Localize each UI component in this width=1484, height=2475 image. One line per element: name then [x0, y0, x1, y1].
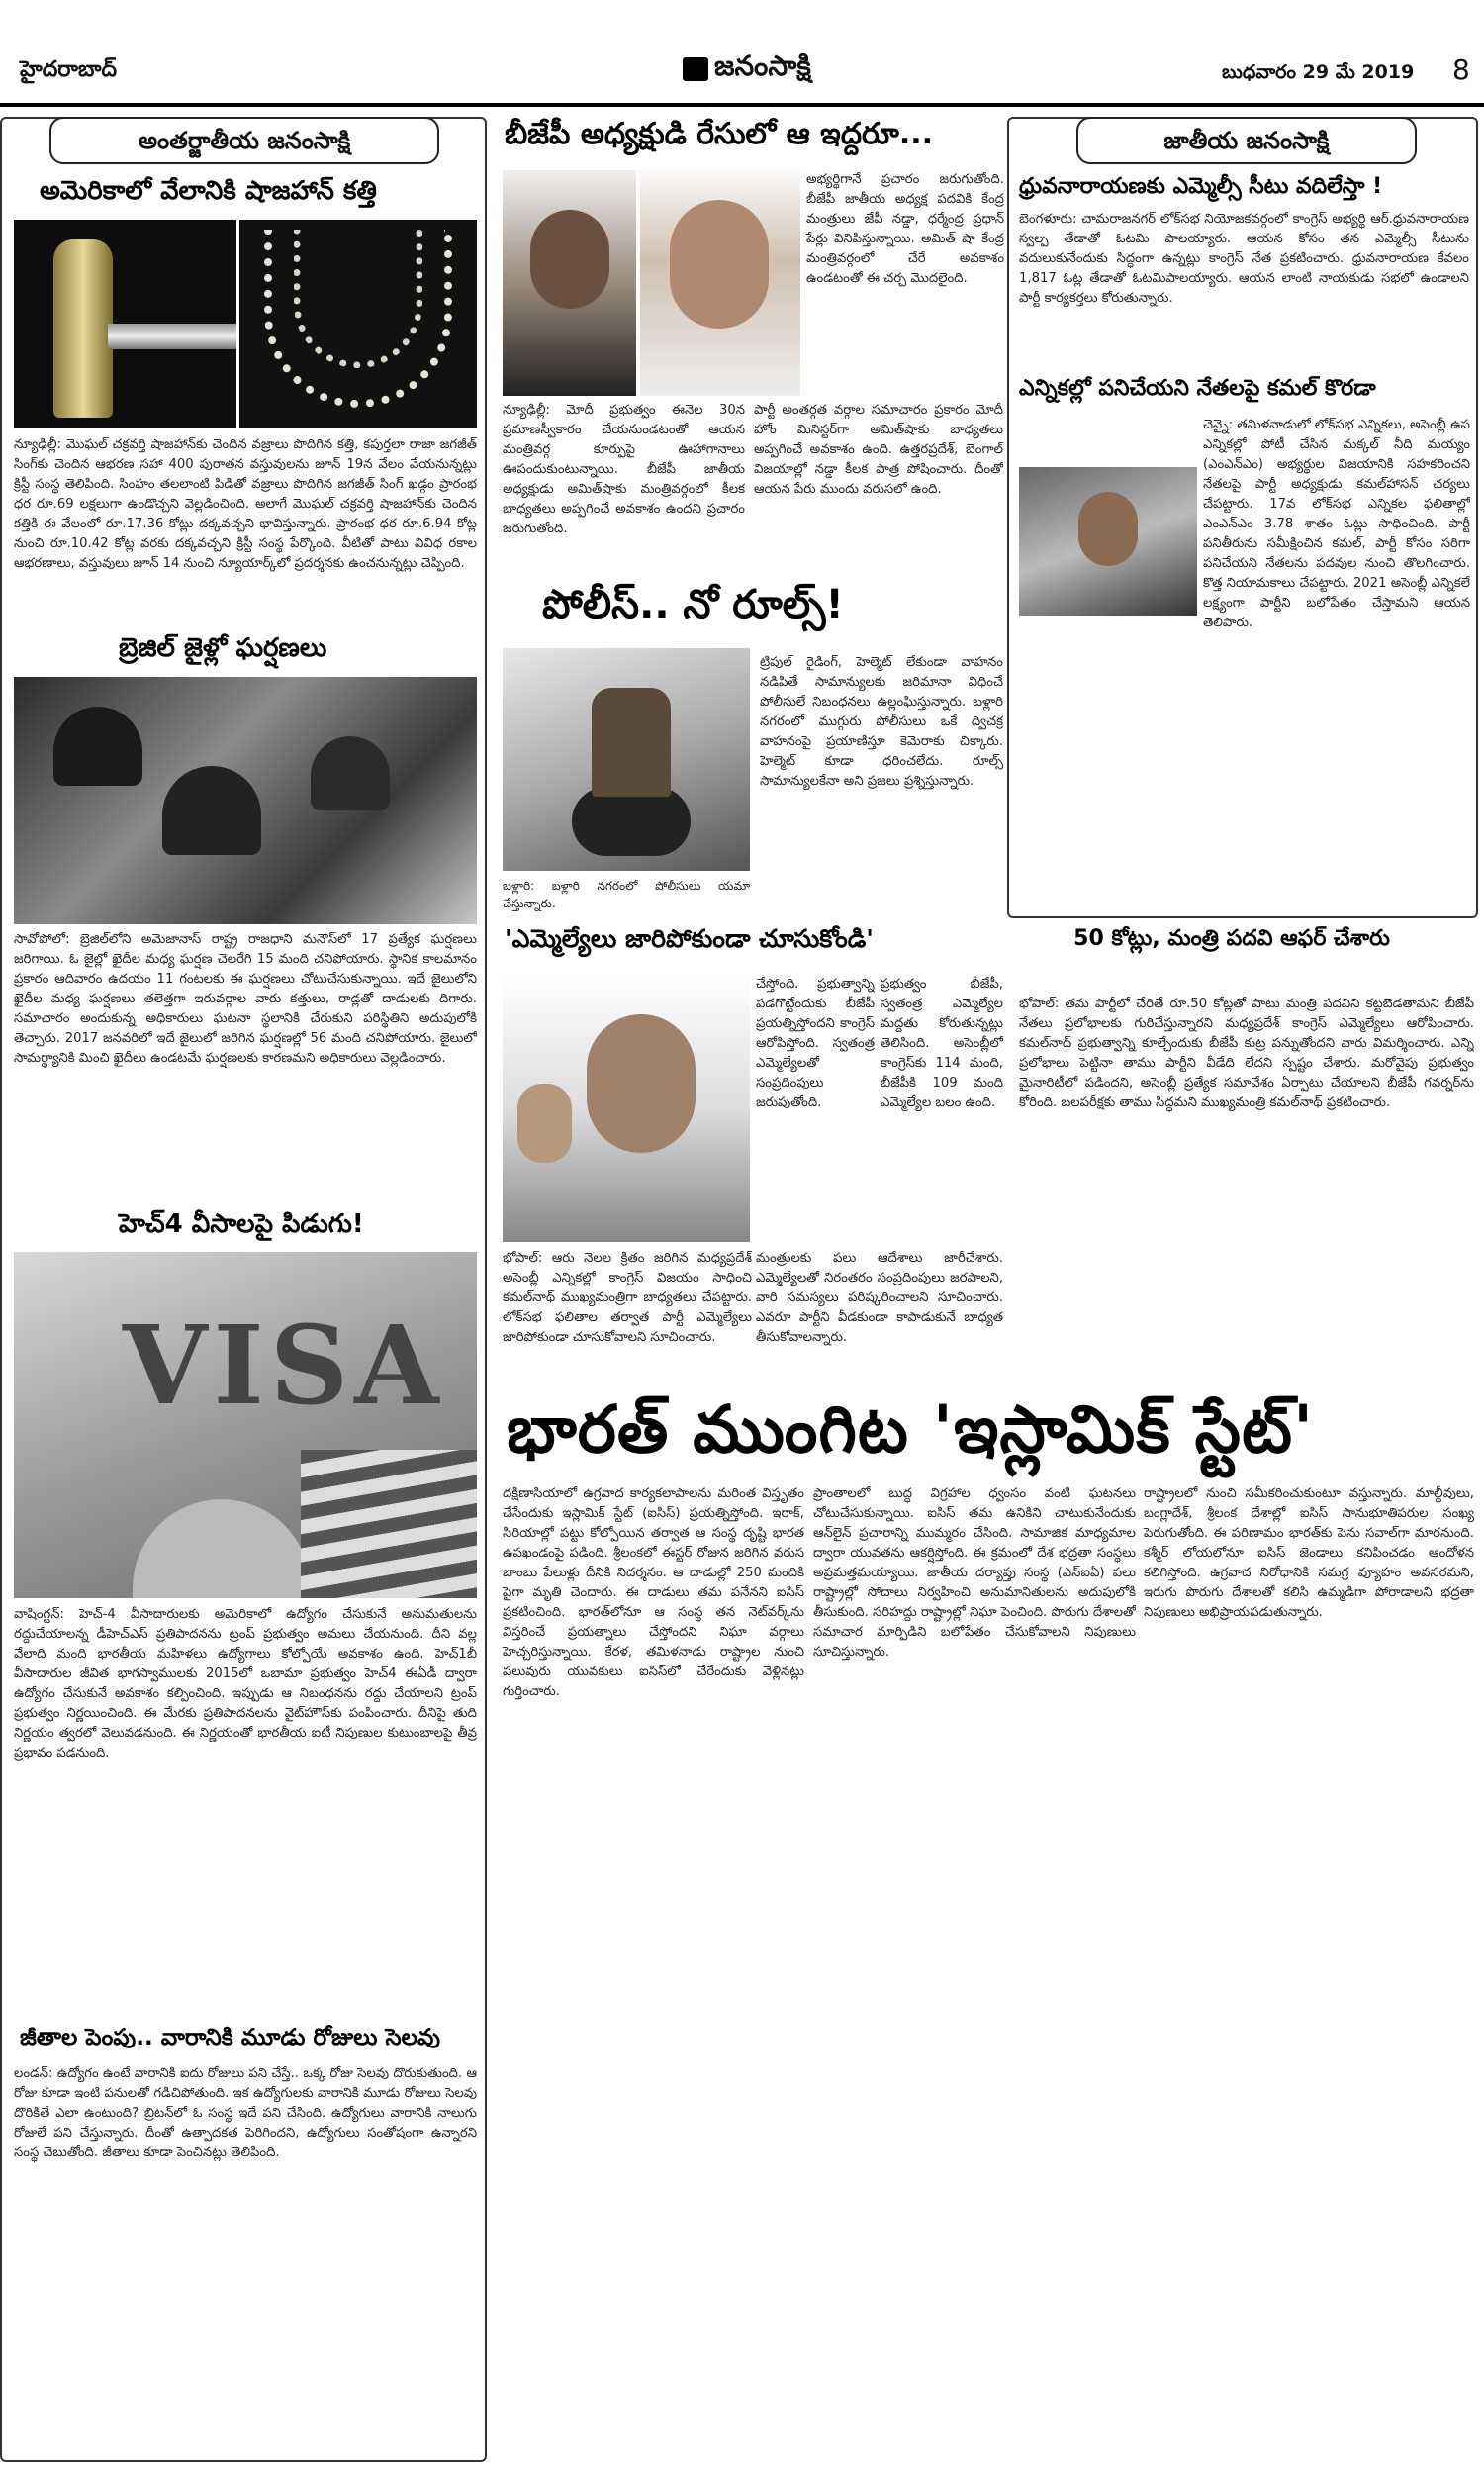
nadda-photo [640, 170, 800, 396]
motorcycle-icon [572, 787, 691, 856]
mla-col1: చేస్తోంది. ప్రభుత్వాన్ని పడగొట్టేందుకు బీజేపీ ప్రయత్నిస్తోందని కాంగ్రెస్‌ ఆరోపిస్తోంది. స్వతంత్ర ఎమ్మెల్యేలతో సంప్రదింపులు జరుపుతోంది. [756, 977, 875, 1110]
h4-headline: హెచ్‌4 వీసాలపై పిడుగు! [119, 1209, 364, 1239]
h4-body: వాషింగ్టన్‌: హెచ్‌-4 వీసాదారులకు అమెరికాలో ఉద్యోగం చేసుకునే అనుమతులను రద్దుచేయాలన్న డీహెచ్‌ఎస్‌ ప్రతిపాదనను ట్రంప్‌ ప్రభుత్వం అమలు చేయనుంది. దీని వల్ల వేలాది మంది భారతీయ మహిళలు ఉద్యోగాలు కోల్పోయే అవకాశం ఉంది. హెచ్‌1బీ వీసాదారుల జీవిత భాగస్వాములకు 2015లో ఒబామా ప్రభుత్వం హెచ్‌4 ఈఏడీ ద్వారా ఉద్యోగం చేసుకునే అవకాశం కల్పించింది. ఇప్పుడు ఆ నిబంధనను రద్దు చేయాలని ట్రంప్‌ ప్రభుత్వం నిర్ణయించింది. ఈ మేరకు ప్రతిపాదనలను వైట్‌హౌస్‌కు పంపించారు. దీనిపై తుది నిర్ణయం త్వరలో వెలువడనుంది. ఈ నిర్ణయంతో భారతీయ ఐటీ నిపుణుల కుటుంబాలపై తీవ్ర ప్రభావం పడనుంది. [14, 1607, 477, 1761]
dhruva-headline: ధ్రువనారాయణకు ఎమ్మెల్సీ సీటు వదిలేస్తా ! [1019, 174, 1383, 199]
necklace-inner-icon [294, 230, 422, 368]
face-icon [530, 210, 609, 309]
holiday-headline: జీతాల పెంపు.. వారానికి మూడు రోజులు సెలవు [20, 2025, 440, 2050]
face-icon-2 [670, 200, 769, 329]
logo-mark-icon [683, 57, 708, 81]
masthead [0, 0, 1484, 109]
sword-blade-icon [108, 324, 236, 349]
shahjahan-headline: అమెరికాలో వేలానికి షాజహాన్‌ కత్తి [40, 176, 377, 206]
isis-col2: ప్రాంతాలలో బుద్ధ విగ్రహాల ధ్వంసం వంటి ఘటనలు చోటుచేసుకున్నాయి. ఐసిస్‌ తమ ఉనికిని చాటుకునేందుకు ఆన్‌లైన్‌ ప్రచారాన్ని ముమ్మరం చేసింది. సామాజిక మాధ్యమాల ద్వారా యువతను ఆకర్షిస్తోంది. ఈ క్రమంలో దేశ భద్రతా సంస్థలు అప్రమత్తమయ్యాయి. జాతీయ దర్యాప్తు సంస్థ (ఎన్‌ఐఏ) పలు రాష్ట్రాల్లో సోదాలు నిర్వహించి అనుమానితులను అదుపులోకి తీసుకుంది. సరిహద్దు రాష్ట్రాల్లో నిఘా పెంచింది. పొరుగు దేశాలతో సమాచార మార్పిడిని బలోపేతం చేసుకోవాలని నిపుణులు సూచిస్తున్నారు. [813, 1486, 1136, 1660]
police-photo [503, 648, 750, 871]
kamal-headline: ఎన్నికల్లో పనిచేయని నేతలపై కమల్‌ కొరడా [1019, 376, 1376, 401]
brazil-headline: బ్రెజిల్‌ జైళ్లో ఘర్షణలు [119, 633, 327, 663]
police-caption: బళ్లారి: బళ్లారి నగరంలో పోలీసులు యమా చేస్తున్నారు. [503, 879, 750, 910]
mla-col2: ప్రభుత్వం బీజేపీ, స్వతంత్ర ఎమ్మెల్యేల మద్దతు కోరుతున్నట్లు తెలిసింది. అసెంబ్లీలో కాంగ్రెస్‌కు 114 మంది, బీజేపీకి 109 మంది ఎమ్మెల్యేల బలం ఉంది. [881, 977, 1003, 1110]
logo-text: జనంసాక్షి [714, 49, 811, 82]
brazil-photo [14, 677, 477, 924]
offer-headline: 50 కోట్లు, మంత్రి పదవి ఆఫర్‌ చేశారు [1073, 926, 1390, 951]
bjp-col1: అభ్యర్థిగానే ప్రచారం జరుగుతోంది. బీజేపీ జాతీయ అధ్యక్ష పదవికి కేంద్ర మంత్రులు జేపీ నడ్డా, ధర్మేంద్ర ప్రధాన్‌ పేర్లు వినిపిస్తున్నాయి. అమిత్‌ షా కేంద్ర మంత్రివర్గంలో చేరే అవకాశం ఉండటంతో ఈ చర్చ మొదలైంది. [806, 172, 1004, 286]
isis-col3: రాష్ట్రాలలో నుంచి సమీకరించుకుంటూ వస్తున్నారు. మాల్దీవులు, బంగ్లాదేశ్‌, శ్రీలంక దేశాల్లో ఐసిస్‌ సానుభూతిపరుల సంఖ్య పెరుగుతోంది. ఈ పరిణామం భారత్‌కు పెను సవాల్‌గా మారనుంది. కశ్మీర్‌ లోయలోనూ ఐసిస్‌ జెండాలు కనిపించడం ఆందోళన కలిగిస్తోంది. ఉగ్రవాద నిరోధానికి సమగ్ర వ్యూహం అవసరమని, ఇరుగు పొరుగు దేశాలతో కలిసి ఉమ్మడిగా పోరాడాలని భద్రతా నిపుణులు అభిప్రాయపడుతున్నారు. [1144, 1486, 1474, 1620]
visa-photo [14, 1252, 477, 1598]
police-headline: పోలీస్‌.. నో రూల్స్‌! [542, 582, 844, 627]
capitol-dome-icon [133, 1499, 311, 1598]
holiday-body: లండన్‌: ఉద్యోగం ఉంటే వారానికి ఐదు రోజులు పని చేస్తే.. ఒక్క రోజు సెలవు దొరుకుతుంది. ఆ రోజు కూడా ఇంటి పనులతో గడిచిపోతుంది. ఇక ఉద్యోగులకు వారానికి మూడు రోజులు సెలవు దొరికితే ఎలా ఉంటుంది? బ్రిటన్‌లో ఓ సంస్థ ఇదే పని చేసింది. ఉద్యోగులు వారానికి నాలుగు రోజులే పని చేస్తున్నారు. దీంతో ఉత్పాదకత పెరిగిందని, ఉద్యోగులు సంతోషంగా ఉన్నారని సంస్థ చెబుతోంది. జీతాలు కూడా పెంచినట్లు తెలిపింది. [14, 2066, 477, 2160]
bjp-headline: బీజేపీ అధ్యక్షుడి రేసులో ఆ ఇద్దరూ... [505, 117, 934, 151]
helmet-icon [53, 707, 142, 786]
issue-date: బుధవారం 29 మే 2019 [1222, 61, 1415, 83]
raised-hand-icon [517, 1084, 572, 1163]
helmet-icon-2 [162, 766, 261, 855]
offer-body: భోపాల్‌: తమ పార్టీలో చేరితే రూ.50 కోట్లతో పాటు మంత్రి పదవిని కట్టబెడతామని బీజేపీ నేతలు ప్రలోభాలకు గురిచేస్తున్నారని మధ్యప్రదేశ్‌ కాంగ్రెస్‌ ఎమ్మెల్యేలు ఆరోపించారు. కమల్‌నాథ్‌ ప్రభుత్వాన్ని కూల్చేందుకు బీజేపీ కుట్ర పన్నుతోందని వారు విమర్శించారు. ఎన్ని ప్రలోభాలు పెట్టినా తాము పార్టీని వీడేది లేదని స్పష్టం చేశారు. మరోవైపు ప్రభుత్వం మైనారిటీలో పడిందని, అసెంబ్లీ ప్రత్యేక సమావేశం ఏర్పాటు చేయాలని బీజేపీ గవర్నర్‌ను కోరింది. బలపరీక్షకు తాము సిద్ధమని ముఖ్యమంత్రి కమల్‌నాథ్‌ ప్రకటించారు. [1019, 997, 1474, 1110]
bjp-col2: న్యూఢిల్లీ: మోదీ ప్రభుత్వం ఈనెల 30న ప్రమాణస్వీకారం చేయనుండటంతో ఆయన మంత్రివర్గ కూర్పుపై ఊహాగానాలు ఊపందుకుంటున్నాయి. బీజేపీ జాతీయ అధ్యక్షుడు అమిత్‌షాకు మంత్రివర్గంలో కీలక బాధ్యతలు అప్పగించే అవకాశం ఉందని ప్రచారం జరుగుతోంది. [503, 403, 745, 536]
kamalnath-photo [503, 975, 750, 1242]
kamal-body: చెన్నై: తమిళనాడులో లోక్‌సభ ఎన్నికలు, అసెంబ్లీ ఉప ఎన్నికల్లో పోటీ చేసిన మక్కల్‌ నీది మయ్యం (ఎంఎన్‌ఎం) అభ్యర్థుల విజయానికి సహకరించని నేతలపై పార్టీ అధ్యక్షుడు కమల్‌హాసన్‌ చర్యలు చేపట్టారు. 17వ లోక్‌సభ ఎన్నికల ఫలితాల్లో ఎంఎన్‌ఎం 3.78 శాతం ఓట్లు సాధించింది. పార్టీ పనితీరును సమీక్షించిన కమల్‌, పార్టీ కోసం సరిగా పనిచేయని నేతలను పదవుల నుంచి తొలగించారు. కొత్త నియామకాలు చేపట్టారు. 2021 అసెంబ్లీ ఎన్నికలే లక్ష్యంగా పార్టీని బలోపేతం చేస్తామని ఆయన తెలిపారు. [1203, 418, 1470, 630]
shahjahan-body: న్యూఢిల్లీ: మొఘల్‌ చక్రవర్తి షాజహాన్‌కు చెందిన వజ్రాలు పొదిగిన కత్తి, కపుర్తలా రాజా జగజీత్‌ సింగ్‌కు చెందిన ఆభరణ సహా 400 పురాతన వస్తువులను జూన్‌ 19న వేలం వేయనున్నట్లు క్రిస్టీ సంస్థ తెలిపింది. సింహం తలలాంటి పిడితో వజ్రాలు పొదిగిన జగజీత్‌ సింగ్‌ ఖడ్గం ప్రారంభ ధర రూ.69 లక్షలుగా ఉండొచ్చని వెల్లడించింది. అలాగే మొఘల్‌ చక్రవర్తి షాజహాన్‌కు చెందిన కత్తికి ఈ వేలంలో రూ.17.36 కోట్లు దక్కవచ్చని భావిస్తున్నారు. ప్రారంభ ధర రూ.6.94 కోట్ల నుంచి రూ.10.42 కోట్ల వరకు దక్కవచ్చని క్రిస్టీ సంస్థ పేర్కొంది. వీటితో పాటు వివిధ రకాల ఆభరణాలు, వస్తువులు జూన్‌ 14 నుంచి న్యూయార్క్‌లో ప్రదర్శనకు ఉంచనున్నట్లు చెప్పింది. [14, 437, 477, 571]
face-icon-4 [1078, 492, 1138, 566]
dhruva-body: బెంగళూరు: చామరాజనగర్‌ లోక్‌సభ నియోజకవర్గంలో కాంగ్రెస్‌ అభ్యర్థి ఆర్‌.ధ్రువనారాయణ స్వల్ప తేడాతో ఓటమి పాలయ్యారు. ఆయన కోసం తన ఎమ్మెల్సీ సీటును వదులుకునేందుకు సిద్ధంగా ఉన్నట్లు కాంగ్రెస్‌ నేత ప్రకటించారు. ధ్రువనారాయణ కేవలం 1,817 ఓట్ల తేడాతో ఓటమిపాలయ్యారు. ఆయన లాంటి నాయకుడు సభలో ఉండాలని పార్టీ కార్యకర్తలు కోరుతున్నారు. [1019, 212, 1469, 306]
isis-headline: భారత్‌ ముంగిట 'ఇస్లామిక్‌ స్టేట్‌' [507, 1391, 1315, 1468]
shahjahan-photo-left [14, 220, 236, 428]
police-body: ట్రిపుల్‌ రైడింగ్‌, హెల్మెట్‌ లేకుండా వాహనం నడిపితే సామాన్యులకు జరిమానా విధించే పోలీసులే నిబంధనలు ఉల్లంఘిస్తున్నారు. బళ్లారి నగరంలో ముగ్గురు పోలీసులు ఒకే ద్విచక్ర వాహనంపై ప్రయాణిస్తూ కెమెరాకు చిక్కారు. హెల్మెట్‌ కూడా ధరించలేదు. రూల్స్‌ సామాన్యులకేనా అని ప్రజలు ప్రశ్నిస్తున్నారు. [760, 655, 1003, 789]
helmet-icon-3 [311, 736, 390, 810]
flag-stripes-icon [301, 1450, 477, 1598]
mla-col3: భోపాల్‌: ఆరు నెలల క్రితం జరిగిన మధ్యప్రదేశ్‌ అసెంబ్లీ ఎన్నికల్లో కాంగ్రెస్‌ విజయం సాధించి కమల్‌నాథ్‌ ముఖ్యమంత్రిగా బాధ్యతలు చేపట్టారు. లోక్‌సభ ఫలితాల తర్వాత పార్టీ ఎమ్మెల్యేలు జారిపోకుండా చూసుకోవాలని సూచించారు. [503, 1251, 752, 1345]
masthead-rule [0, 103, 1484, 107]
pradhan-photo [503, 170, 636, 396]
page-number: 8 [1452, 53, 1470, 86]
national-section-band: జాతీయ జనంసాక్షి [1076, 117, 1417, 164]
city-label: హైదరాబాద్ [20, 57, 117, 82]
bjp-col3: పార్టీ అంతర్గత వర్గాల సమాచారం ప్రకారం మోదీ హోం మినిస్టర్‌గా అమిత్‌షాకు బాధ్యతలు అప్పగించే అవకాశం ఉంది. ఉత్తరప్రదేశ్‌, బెంగాల్‌ విజయాల్లో నడ్డా కీలక పాత్ర పోషించారు. దీంతో ఆయన పేరు ముందు వరుసలో ఉంది. [754, 403, 1003, 497]
sword-hilt-icon [53, 239, 113, 418]
isis-col1: దక్షిణాసియాలో ఉగ్రవాద కార్యకలాపాలను మరింత విస్తృతం చేసేందుకు ఇస్లామిక్‌ స్టేట్‌ (ఐసిస్‌) ప్రయత్నిస్తోంది. ఇరాక్‌, సిరియాల్లో పట్టు కోల్పోయిన తర్వాత ఆ సంస్థ దృష్టి భారత ఉపఖండంపై పడింది. శ్రీలంకలో ఈస్టర్‌ రోజున జరిగిన వరుస బాంబు పేలుళ్లు దీనికి నిదర్శనం. ఆ దాడుల్లో 250 మందికి పైగా మృతి చెందారు. ఈ దాడులు తమ పనేనని ఐసిస్‌ ప్రకటించింది. భారత్‌లోనూ ఆ సంస్థ తన నెట్‌వర్క్‌ను విస్తరించే ప్రయత్నాలు చేస్తోందని నిఘా వర్గాలు హెచ్చరిస్తున్నాయి. కేరళ, తమిళనాడు రాష్ట్రాల నుంచి పలువురు యువకులు ఐసిస్‌లో చేరేందుకు వెళ్లినట్లు గుర్తించారు. [503, 1486, 804, 1699]
intl-section-band: అంతర్జాతీయ జనంసాక్షి [49, 117, 439, 164]
face-icon-3 [587, 1014, 696, 1153]
mla-headline: 'ఎమ్మెల్యేలు జారిపోకుండా చూసుకోండి' [505, 924, 874, 953]
kamal-photo [1019, 467, 1197, 616]
visa-stamp-text: VISA [123, 1301, 445, 1429]
logo [683, 49, 811, 89]
mla-col4: మంత్రులకు పలు ఆదేశాలు జారీచేశారు. ఎమ్మెల్యేలతో నిరంతరం సంప్రదింపులు జరపాలని, వారి సమస్యలు పరిష్కరించాలని సూచించారు. ఎవరూ పార్టీని వీడకుండా కాపాడుకునే బాధ్యత తీసుకోవాలన్నారు. [756, 1251, 1003, 1345]
shahjahan-photo-right [239, 220, 477, 428]
brazil-body: సావోపోలో: బ్రెజిల్‌లోని అమెజానాస్‌ రాష్ట్ర రాజధాని మనౌస్‌లో 17 ప్రత్యేక ఘర్షణలు జరిగాయి. ఓ జైల్లో ఖైదీల మధ్య ఘర్షణ చెలరేగి 15 మంది చనిపోయారు. స్థానిక కాలమానం ప్రకారం ఆదివారం ఉదయం 11 గంటలకు ఈ ఘర్షణలు చోటుచేసుకున్నాయి. ఇదే జైలులోని ఖైదీల మధ్య ఘర్షణలు తలెత్తగా ఇరువర్గాల వారు కత్తులు, రాడ్లతో దాడులకు దిగారు. సమాచారం అందుకున్న అధికారులు ఘటనా స్థలానికి చేరుకుని పరిస్థితిని అదుపులోకి తెచ్చారు. 2017 జనవరిలో ఇదే జైలులో జరిగిన ఘర్షణల్లో 56 మంది చనిపోయారు. జైలులో సామర్థ్యానికి మించి ఖైదీలు ఉండటమే ఘర్షణలకు కారణమని అధికారులు వెల్లడించారు. [14, 932, 477, 1066]
police-rider-icon [592, 688, 671, 797]
